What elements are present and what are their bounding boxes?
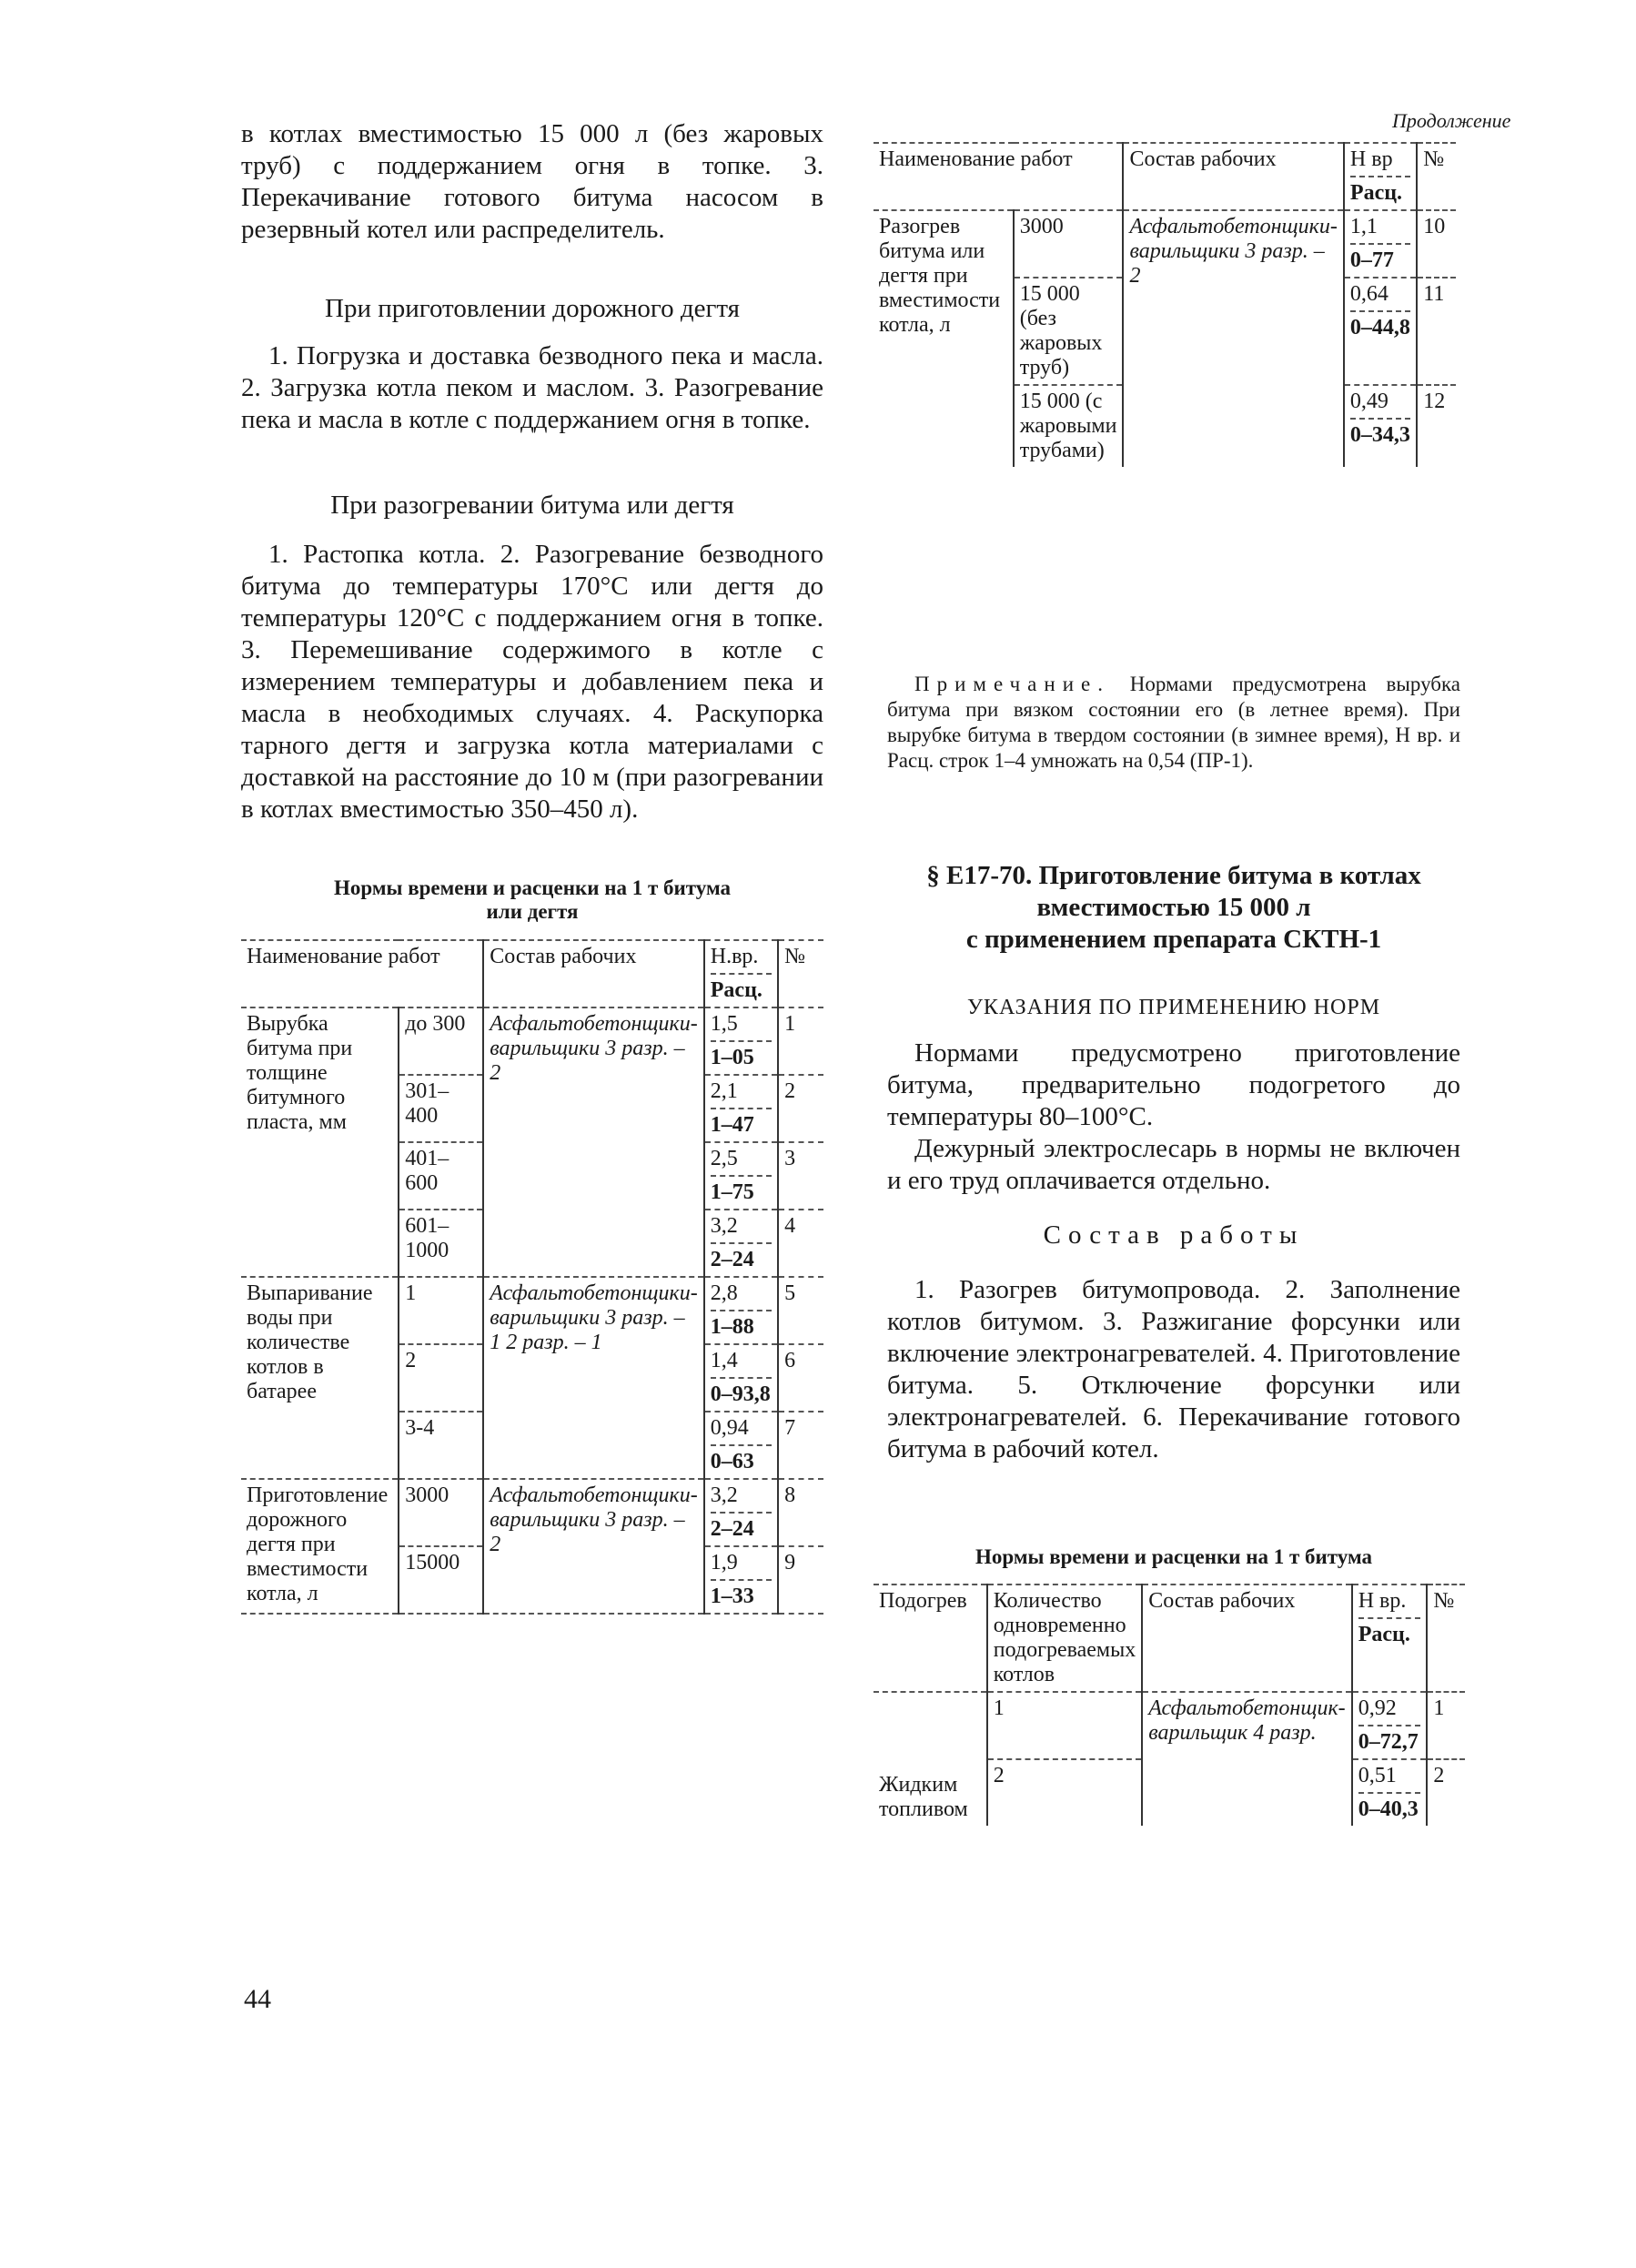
norm-value: 1,5 xyxy=(710,1012,738,1036)
norm-value: 0,64 xyxy=(1349,282,1389,306)
staff-cell: Асфальтобетонщик-варильщик 4 разр. xyxy=(1142,1692,1351,1826)
table2-caption: Нормы времени и расценки на 1 т битума xyxy=(975,1545,1372,1568)
col-header-norm xyxy=(1352,1585,1428,1692)
col-header-count: Количество одновременно подогреваемых котлов xyxy=(987,1585,1142,1692)
table-row xyxy=(874,210,1456,278)
norm-cell xyxy=(704,1075,778,1142)
note-label: Примечание. xyxy=(914,673,1110,695)
col-header-norm-label: Н вр. xyxy=(1358,1589,1407,1613)
norm-value: 1,4 xyxy=(710,1349,738,1372)
rate-value: 0–34,3 xyxy=(1350,418,1410,448)
instructions-paragraph-1: Нормами предусмотрено приготовление битума, предварительно подогретого до температуры 80–100°С. xyxy=(887,1038,1460,1131)
row-number: 1 xyxy=(1427,1692,1465,1759)
heat-cell: Жидким топливом xyxy=(879,1773,968,1821)
row-number: 2 xyxy=(1427,1759,1465,1826)
param-cell: 15000 xyxy=(399,1546,483,1614)
norm-cell xyxy=(704,1412,778,1479)
heading-tar: При приготовлении дорожного дегтя xyxy=(325,294,740,323)
row-number: 4 xyxy=(778,1210,823,1277)
table-row xyxy=(874,1692,1465,1759)
param-cell: 15 000 (без жаровых труб) xyxy=(1014,278,1124,385)
row-number: 5 xyxy=(778,1277,823,1344)
section-title-1: § Е17-70. Приготовление битума в котлах xyxy=(926,861,1421,890)
rate-value: 0–40,3 xyxy=(1358,1792,1421,1822)
norm-value: 3,2 xyxy=(710,1483,738,1507)
note-text: Нормами предусмотрена вырубка битума при вязком состоянии его (в летнее время). При вырубке битума в твердом состоянии (в зимнее время), Н вр. и Расц. строк 1–4 умножать на 0,54 (ПР-1). xyxy=(887,673,1461,772)
table-row xyxy=(241,1277,823,1344)
norm-cell xyxy=(704,1210,778,1277)
norm-cell xyxy=(704,1277,778,1344)
row-number: 6 xyxy=(778,1344,823,1412)
staff-cell: Асфальтобетонщики-варильщики 3 разр. – 2 xyxy=(483,1007,703,1277)
row-number: 12 xyxy=(1417,385,1456,467)
instructions-paragraph-2: Дежурный электрослесарь в нормы не включен и его труд оплачивается отдельно. xyxy=(887,1134,1460,1195)
heading-heat: При разогревании битума или дегтя xyxy=(330,491,734,520)
col-header-staff: Состав рабочих xyxy=(1123,143,1343,210)
norm-value: 3,2 xyxy=(710,1214,738,1238)
norms-table-left xyxy=(241,939,823,1615)
rate-value: 0–72,7 xyxy=(1358,1725,1421,1755)
section-title-3: с применением препарата СКТН-1 xyxy=(965,925,1382,954)
row-number: 3 xyxy=(778,1142,823,1210)
staff-cell: Асфальтобетонщики-варильщики 3 разр. – 1 2 разр. – 1 xyxy=(483,1277,703,1479)
table-row xyxy=(241,1479,823,1546)
param-cell: до 300 xyxy=(399,1007,483,1075)
norm-value: 0,51 xyxy=(1358,1764,1397,1787)
col-header-no: № xyxy=(1417,143,1456,210)
col-header-no: № xyxy=(1427,1585,1465,1692)
count-cell: 1 xyxy=(987,1692,1142,1759)
norm-value: 2,5 xyxy=(710,1147,738,1170)
rate-value: 0–93,8 xyxy=(711,1377,772,1407)
group-name: Приготовление дорожного дегтя при вместимости котла, л xyxy=(241,1479,399,1614)
norm-cell xyxy=(704,1007,778,1075)
param-cell: 3000 xyxy=(399,1479,483,1546)
row-number: 8 xyxy=(778,1479,823,1546)
staff-cell: Асфальтобетонщики-варильщики 3 разр. – 2 xyxy=(1123,210,1343,467)
col-header-name: Наименование работ xyxy=(874,143,1123,210)
table-row xyxy=(241,1007,823,1075)
norm-value: 2,1 xyxy=(710,1079,738,1103)
param-cell: 401–600 xyxy=(399,1142,483,1210)
staff-cell: Асфальтобетонщики-варильщики 3 разр. – 2 xyxy=(483,1479,703,1614)
norm-value: 0,92 xyxy=(1358,1696,1397,1720)
work-paragraph: 1. Разогрев битумопровода. 2. Заполнение котлов битумом. 3. Разжигание форсунки или включение электронагревателей. 4. Приготовление битума. 5. Отключение форсунки или электронагревателей. 6. Перекачивание готового битума в рабочий котел. xyxy=(887,1275,1460,1463)
section-title-2: вместимостью 15 000 л xyxy=(1036,893,1311,922)
rate-value: 1–47 xyxy=(711,1108,772,1138)
param-cell: 15 000 (с жаровыми трубами) xyxy=(1014,385,1124,467)
row-number: 2 xyxy=(778,1075,823,1142)
group-name: Вырубка битума при толщине битумного пласта, мм xyxy=(247,1012,353,1134)
rate-value: 1–33 xyxy=(711,1579,772,1609)
rate-value: 2–24 xyxy=(711,1242,772,1272)
table-caption-left-1: Нормы времени и расценки на 1 т битума xyxy=(334,876,731,899)
rate-value: 1–75 xyxy=(711,1175,772,1205)
rate-value: 0–44,8 xyxy=(1350,310,1410,340)
rate-value: 2–24 xyxy=(711,1512,772,1542)
col-header-rate: Расц. xyxy=(711,973,772,1003)
rate-value: 1–88 xyxy=(711,1310,772,1340)
page-number: 44 xyxy=(244,1984,271,2014)
norms-table-right xyxy=(874,142,1456,467)
row-number: 10 xyxy=(1417,210,1456,278)
param-cell: 601–1000 xyxy=(399,1210,483,1277)
row-number: 7 xyxy=(778,1412,823,1479)
norm-cell xyxy=(704,1479,778,1546)
norm-value: 0,94 xyxy=(710,1416,749,1440)
intro-paragraph: в котлах вместимостью 15 000 л (без жаровых труб) с поддержанием огня в топке. 3. Перекачивание готового битума насосом в резервный котел или распределитель. xyxy=(241,119,823,244)
norm-cell xyxy=(1344,278,1417,385)
instructions-heading: УКАЗАНИЯ ПО ПРИМЕНЕНИЮ НОРМ xyxy=(966,996,1381,1019)
col-header-norm-label: Н вр xyxy=(1349,147,1393,171)
col-header-staff: Состав рабочих xyxy=(483,940,703,1007)
col-header-name: Наименование работ xyxy=(241,940,483,1007)
param-cell: 1 xyxy=(399,1277,483,1344)
col-header-norm xyxy=(1344,143,1417,210)
norm-value: 2,8 xyxy=(710,1281,738,1305)
param-cell: 3000 xyxy=(1014,210,1124,278)
running-header: Продолжение xyxy=(1392,109,1511,132)
table-caption-left-2: или дегтя xyxy=(486,900,579,923)
paragraph-tar: 1. Погрузка и доставка безводного пека и масла. 2. Загрузка котла пеком и маслом. 3. Разогревание пека и масла в котле с поддержанием огня в топке. xyxy=(241,341,823,434)
group-name: Выпаривание воды при количестве котлов в батарее xyxy=(241,1277,399,1479)
col-header-no: № xyxy=(778,940,823,1007)
table-note xyxy=(887,672,1460,774)
param-cell: 2 xyxy=(399,1344,483,1412)
col-header-norm-label: Н.вр. xyxy=(710,945,759,968)
col-header-rate: Расц. xyxy=(1350,176,1410,206)
rate-value: 0–77 xyxy=(1350,243,1410,273)
norm-value: 0,49 xyxy=(1349,390,1389,413)
row-number: 11 xyxy=(1417,278,1456,385)
norm-cell xyxy=(704,1344,778,1412)
row-number: 1 xyxy=(778,1007,823,1075)
norm-cell xyxy=(704,1142,778,1210)
col-header-heat: Подогрев xyxy=(874,1585,987,1692)
work-heading: Состав работы xyxy=(1043,1220,1305,1250)
row-number: 9 xyxy=(778,1546,823,1614)
col-header-rate: Расц. xyxy=(1358,1617,1421,1647)
norm-value: 1,1 xyxy=(1349,215,1378,238)
col-header-norm xyxy=(704,940,778,1007)
col-header-staff: Состав рабочих xyxy=(1142,1585,1351,1692)
norm-cell xyxy=(1352,1692,1428,1759)
rate-value: 1–05 xyxy=(711,1040,772,1070)
norm-cell xyxy=(1352,1759,1428,1826)
norm-cell xyxy=(1344,385,1417,467)
param-cell: 301–400 xyxy=(399,1075,483,1142)
norm-cell xyxy=(1344,210,1417,278)
norm-cell xyxy=(704,1546,778,1614)
paragraph-heat: 1. Растопка котла. 2. Разогревание безводного битума до температуры 170°С или дегтя до температуры 120°С с поддержанием огня в топке. 3. Перемешивание содержимого в котле с измерением температуры и добавлением пека и масла в необходимых случаях. 4. Раскупорка тарного дегтя и загрузка котла материалами с доставкой на расстояние до 10 м (при разогревании в котлах вместимостью 350–450 л). xyxy=(241,540,823,824)
norm-value: 1,9 xyxy=(710,1551,738,1574)
count-cell: 2 xyxy=(987,1759,1142,1826)
param-cell: 3-4 xyxy=(399,1412,483,1479)
rate-value: 0–63 xyxy=(711,1444,772,1474)
group-name: Разогрев битума или дегтя при вместимости котла, л xyxy=(879,215,1001,337)
norms-table-2 xyxy=(874,1584,1465,1826)
